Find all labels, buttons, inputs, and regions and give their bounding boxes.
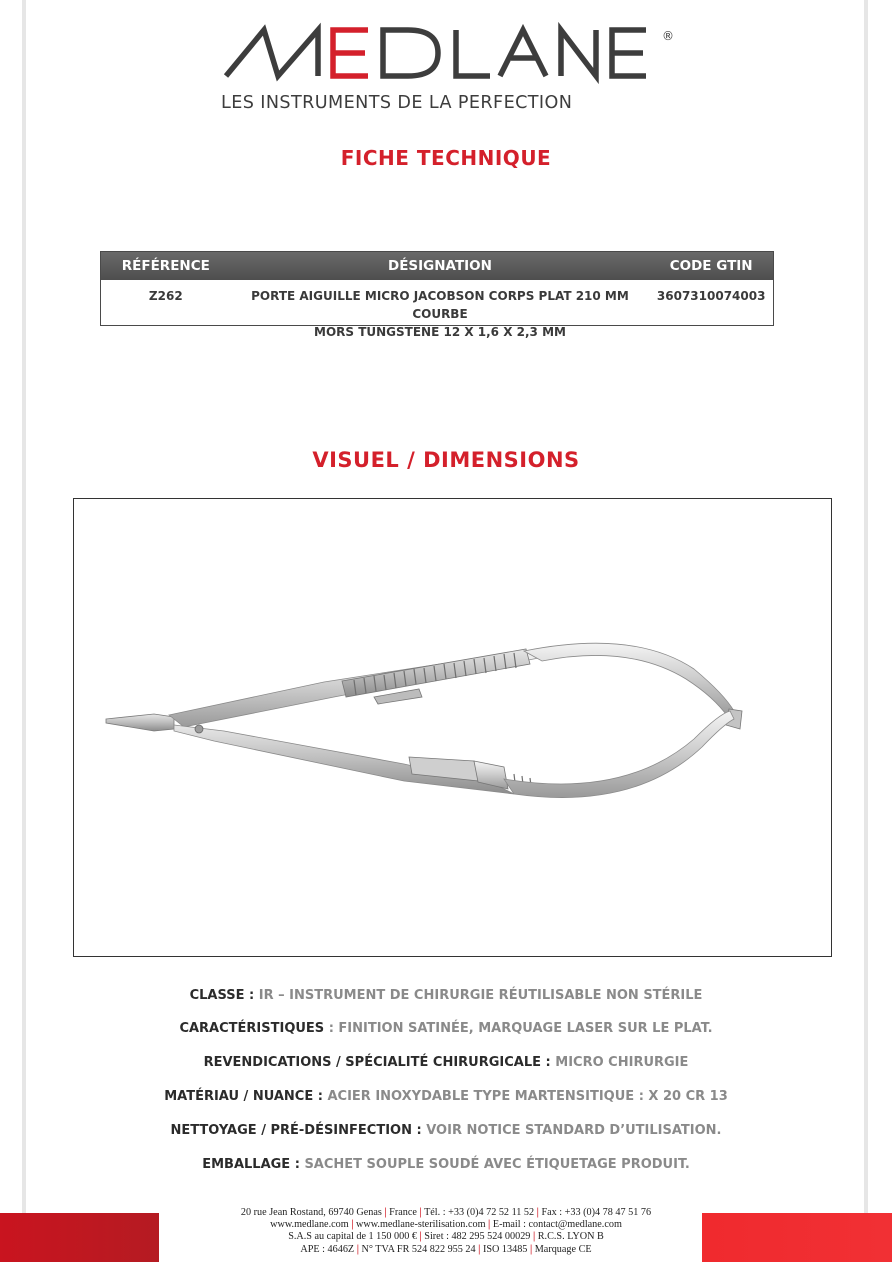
cell-gtin: 3607310074003 bbox=[656, 289, 766, 303]
footer-web-link-2[interactable]: www.medlane-sterilisation.com bbox=[356, 1219, 486, 1231]
page-title: FICHE TECHNIQUE bbox=[340, 146, 552, 170]
registered-mark: ® bbox=[662, 29, 674, 43]
designation-line-2: MORS TUNGSTENE 12 X 1,6 X 2,3 MM bbox=[314, 325, 566, 339]
table-header bbox=[101, 252, 773, 280]
cell-designation bbox=[231, 287, 650, 339]
spec-materiau: MATÉRIAU / NUANCE : ACIER INOXYDABLE TYPE MARTENSITIQUE : X 20 CR 13 bbox=[164, 1089, 728, 1104]
footer-web-link-1[interactable]: www.medlane.com bbox=[270, 1219, 349, 1231]
spec-caracteristiques: CARACTÉRISTIQUES : FINITION SATINÉE, MARQUAGE LASER SUR LE PLAT. bbox=[179, 1021, 713, 1036]
header-gtin: CODE GTIN bbox=[669, 258, 753, 274]
footer-line-2: www.medlane.com | www.medlane-sterilisation.com | E-mail : contact@medlane.com bbox=[270, 1219, 622, 1231]
cell-reference: Z262 bbox=[148, 289, 183, 303]
footer-line-3: S.A.S au capital de 1 150 000 € | Siret : 482 295 524 00029 | R.C.S. LYON B bbox=[288, 1231, 604, 1243]
spec-emballage: EMBALLAGE : SACHET SOUPLE SOUDÉ AVEC ÉTIQUETAGE PRODUIT. bbox=[202, 1157, 690, 1172]
spec-classe: CLASSE : IR – INSTRUMENT DE CHIRURGIE RÉUTILISABLE NON STÉRILE bbox=[189, 988, 703, 1003]
footer-line-4: APE : 4646Z | N° TVA FR 524 822 955 24 | ISO 13485 | Marquage CE bbox=[300, 1243, 592, 1255]
footer-email[interactable]: E-mail : contact@medlane.com bbox=[492, 1219, 622, 1231]
section-title: VISUEL / DIMENSIONS bbox=[312, 448, 580, 472]
footer-line-1: 20 rue Jean Rostand, 69740 Genas | France | Tél. : +33 (0)4 72 52 11 52 | Fax : +33 (0)4 78 47 51 76 bbox=[240, 1207, 652, 1218]
designation-line-1: PORTE AIGUILLE MICRO JACOBSON CORPS PLAT 210 MM COURBE bbox=[251, 289, 629, 321]
logo-tagline: LES INSTRUMENTS DE LA PERFECTION bbox=[221, 93, 573, 113]
header-reference: RÉFÉRENCE bbox=[121, 258, 210, 274]
table-row bbox=[101, 280, 773, 339]
logo-wordmark bbox=[226, 30, 646, 76]
footer-info bbox=[0, 1207, 892, 1256]
spec-nettoyage: NETTOYAGE / PRÉ-DÉSINFECTION : VOIR NOTICE STANDARD D’UTILISATION. bbox=[170, 1123, 722, 1138]
spec-revendications: REVENDICATIONS / SPÉCIALITÉ CHIRURGICALE : MICRO CHIRURGIE bbox=[203, 1055, 689, 1070]
needle-holder-illustration bbox=[74, 499, 830, 955]
medlane-logo bbox=[218, 18, 678, 118]
header-designation: DÉSIGNATION bbox=[388, 258, 492, 274]
product-visual-frame bbox=[73, 498, 832, 957]
reference-table bbox=[100, 251, 774, 339]
